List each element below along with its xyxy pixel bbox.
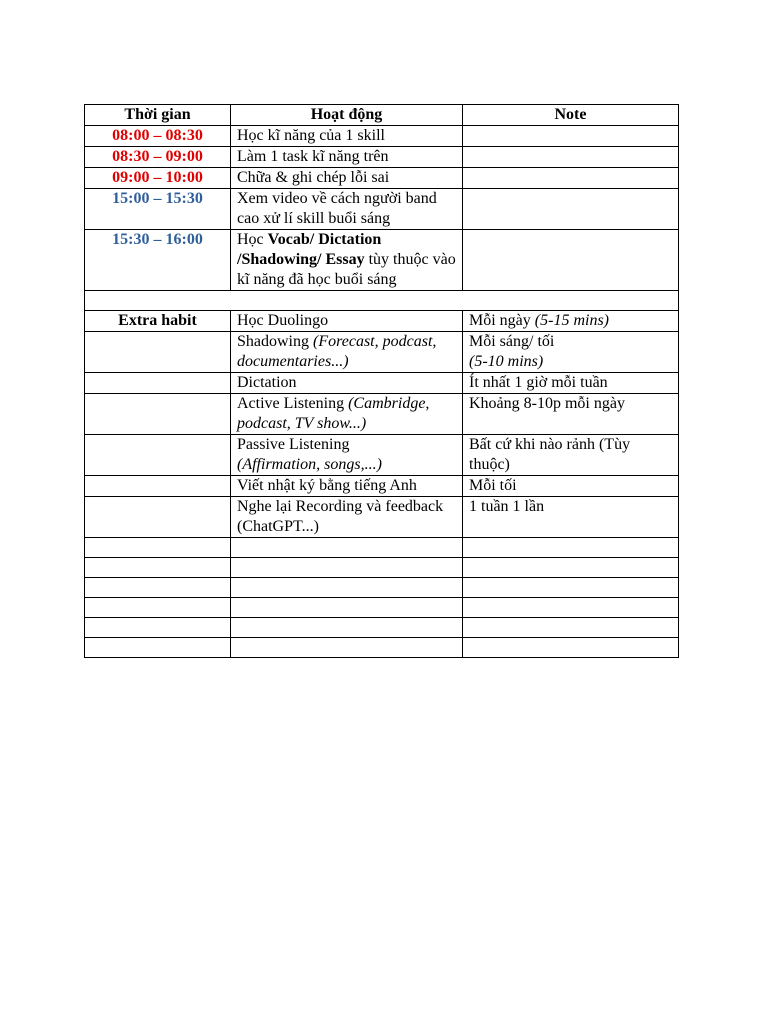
- empty-cell: [231, 618, 463, 638]
- empty-row: [85, 638, 679, 658]
- time-cell: [85, 373, 231, 394]
- time-cell: 15:30 – 16:00: [85, 230, 231, 291]
- empty-cell: [85, 598, 231, 618]
- empty-row: [85, 578, 679, 598]
- note-cell: [463, 332, 679, 373]
- note-cell: [463, 168, 679, 189]
- time-cell: [85, 435, 231, 476]
- table-row: [85, 435, 679, 476]
- activity-cell: [231, 435, 463, 476]
- table-row: [85, 230, 679, 291]
- activity-cell: [231, 394, 463, 435]
- note-cell: [463, 230, 679, 291]
- spacer-cell: [85, 291, 679, 311]
- time-cell: 08:30 – 09:00: [85, 147, 231, 168]
- empty-cell: [85, 538, 231, 558]
- time-cell: 15:00 – 15:30: [85, 189, 231, 230]
- empty-cell: [463, 598, 679, 618]
- note-cell: [463, 189, 679, 230]
- activity-cell: Chữa & ghi chép lỗi sai: [231, 168, 463, 189]
- empty-cell: [85, 578, 231, 598]
- activity-italic-text: (Cambridge, podcast, TV show...): [237, 395, 430, 432]
- activity-italic-text: (Affirmation, songs,...): [237, 456, 382, 473]
- table-row: [85, 168, 679, 189]
- time-column-header: Thời gian: [85, 105, 231, 126]
- empty-row: [85, 538, 679, 558]
- spacer-row: [85, 291, 679, 311]
- activity-cell: Làm 1 task kĩ năng trên: [231, 147, 463, 168]
- note-cell: Mỗi tối: [463, 476, 679, 497]
- empty-cell: [463, 618, 679, 638]
- note-text: Mỗi sáng/ tối: [469, 333, 555, 350]
- empty-row: [85, 598, 679, 618]
- table-row: [85, 497, 679, 538]
- empty-row: [85, 558, 679, 578]
- note-cell: [463, 126, 679, 147]
- empty-cell: [231, 538, 463, 558]
- activity-text: Passive Listening: [237, 436, 350, 453]
- table-row: [85, 189, 679, 230]
- empty-cell: [231, 598, 463, 618]
- table-row: [85, 373, 679, 394]
- activity-column-header: Hoạt động: [231, 105, 463, 126]
- activity-cell: Xem video về cách người band cao xử lí skill buổi sáng: [231, 189, 463, 230]
- table-row: [85, 311, 679, 332]
- activity-cell: [231, 332, 463, 373]
- note-cell: Ít nhất 1 giờ mỗi tuần: [463, 373, 679, 394]
- extra-habit-label: Extra habit: [85, 311, 231, 332]
- empty-cell: [85, 638, 231, 658]
- empty-cell: [231, 578, 463, 598]
- note-text: Mỗi ngày: [469, 312, 535, 329]
- empty-cell: [463, 558, 679, 578]
- activity-cell: Học Duolingo: [231, 311, 463, 332]
- schedule-table: [84, 104, 679, 658]
- note-italic-text: (5-10 mins): [469, 353, 544, 370]
- note-cell: [463, 147, 679, 168]
- note-cell: Bất cứ khi nào rảnh (Tùy thuộc): [463, 435, 679, 476]
- empty-cell: [85, 558, 231, 578]
- time-cell: [85, 497, 231, 538]
- activity-cell: Viết nhật ký bằng tiếng Anh: [231, 476, 463, 497]
- empty-cell: [231, 638, 463, 658]
- time-cell: [85, 332, 231, 373]
- note-italic-text: (5-15 mins): [534, 312, 609, 329]
- time-cell: [85, 394, 231, 435]
- empty-cell: [463, 538, 679, 558]
- note-cell: Khoảng 8-10p mỗi ngày: [463, 394, 679, 435]
- time-cell: 09:00 – 10:00: [85, 168, 231, 189]
- activity-cell: Dictation: [231, 373, 463, 394]
- empty-cell: [463, 638, 679, 658]
- activity-italic-text: (Forecast, podcast, documentaries...): [237, 333, 437, 370]
- time-cell: 08:00 – 08:30: [85, 126, 231, 147]
- table-row: [85, 332, 679, 373]
- activity-cell: Nghe lại Recording và feedback (ChatGPT...): [231, 497, 463, 538]
- table-row: [85, 126, 679, 147]
- activity-text: Active Listening: [237, 395, 349, 412]
- empty-cell: [231, 558, 463, 578]
- activity-bold-text: Vocab/ Dictation /Shadowing/ Essay: [237, 231, 382, 268]
- activity-text: Học: [237, 231, 268, 248]
- empty-cell: [463, 578, 679, 598]
- table-row: [85, 147, 679, 168]
- empty-cell: [85, 618, 231, 638]
- activity-cell: Học kĩ năng của 1 skill: [231, 126, 463, 147]
- header-row: [85, 105, 679, 126]
- table-row: [85, 394, 679, 435]
- table-row: [85, 476, 679, 497]
- activity-text: Shadowing: [237, 333, 313, 350]
- empty-row: [85, 618, 679, 638]
- time-cell: [85, 476, 231, 497]
- note-column-header: Note: [463, 105, 679, 126]
- note-cell: 1 tuần 1 lần: [463, 497, 679, 538]
- activity-text: tùy thuộc vào kĩ năng đã học buổi sáng: [237, 251, 456, 288]
- activity-cell: [231, 230, 463, 291]
- note-cell: [463, 311, 679, 332]
